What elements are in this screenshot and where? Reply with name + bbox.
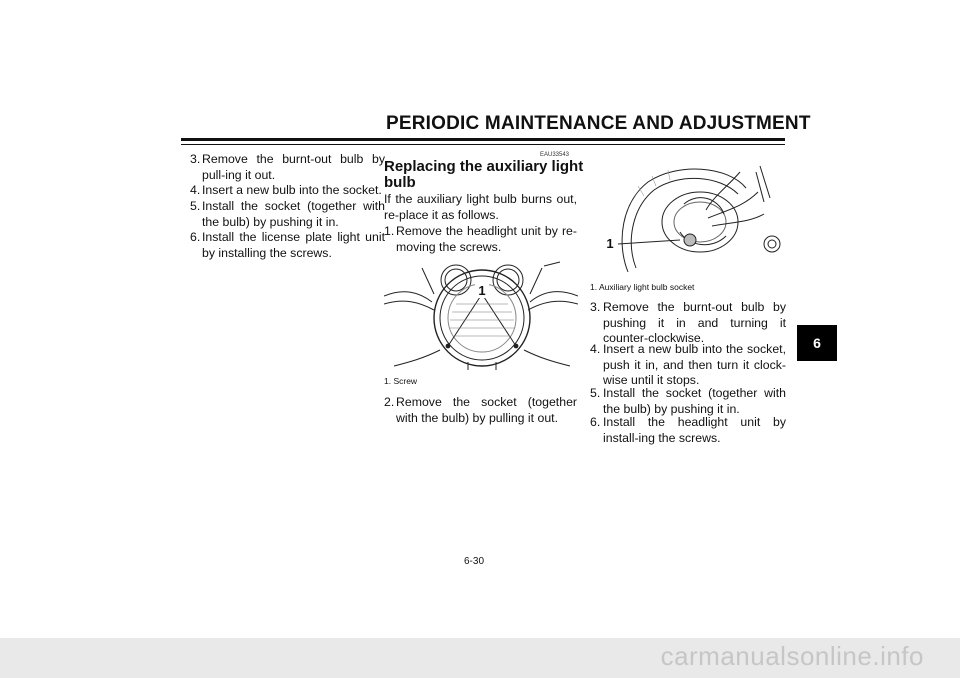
- step-text: Remove the burnt-out bulb by pull-ing it out.: [202, 152, 385, 182]
- list-item: [384, 224, 577, 255]
- step-number: 3.: [590, 300, 601, 314]
- figure-caption: 1. Auxiliary light bulb socket: [590, 282, 695, 292]
- list-item: [590, 415, 786, 446]
- intro-paragraph: If the auxiliary light bulb burns out, re-place it as follows.: [384, 192, 577, 222]
- headlight-screw-illustration: [384, 258, 578, 370]
- list-item: [190, 183, 385, 199]
- page-number: 6-30: [464, 556, 485, 567]
- step-text: Install the headlight unit by install-ing the screws.: [603, 415, 786, 445]
- list-item: [190, 230, 385, 261]
- step-number: 5.: [190, 199, 201, 213]
- header-rule: [181, 138, 785, 141]
- step-text: Install the license plate light unit by installing the screws.: [202, 230, 385, 260]
- step-number: 4.: [190, 183, 201, 197]
- step-text: Insert a new bulb into the socket.: [202, 183, 382, 197]
- page-title: PERIODIC MAINTENANCE AND ADJUSTMENT: [386, 113, 811, 134]
- step-number: 4.: [590, 342, 601, 356]
- list-item: [590, 342, 786, 389]
- step-text: Install the socket (together with the bulb) by pushing it in.: [202, 199, 385, 229]
- list-item: [590, 300, 786, 347]
- step-text: Insert a new bulb into the socket, push it in, and then turn it clock-wise until it stops.: [603, 342, 786, 388]
- chapter-tab: 6: [797, 325, 837, 361]
- list-item: [384, 395, 577, 426]
- list-item: [190, 199, 385, 230]
- header-rule-thin: [181, 144, 785, 145]
- step-text: Remove the burnt-out bulb by pushing it in and turning it counter-clockwise.: [603, 300, 786, 346]
- list-item: [590, 386, 786, 417]
- list-item: [190, 152, 385, 183]
- figure-callout: 1: [606, 236, 614, 251]
- step-text: Remove the headlight unit by re-moving the screws.: [396, 224, 577, 254]
- step-number: 6.: [590, 415, 601, 429]
- step-text: Remove the socket (together with the bulb) by pulling it out.: [396, 395, 577, 425]
- section-title: Replacing the auxiliary light bulb: [384, 158, 584, 191]
- figure-caption: 1. Screw: [384, 376, 418, 386]
- step-number: 1.: [384, 224, 395, 238]
- step-text: Install the socket (together with the bulb) by pushing it in.: [603, 386, 786, 416]
- section-code: EAU33543: [540, 152, 570, 158]
- step-number: 5.: [590, 386, 601, 400]
- auxiliary-socket-illustration: [588, 162, 786, 276]
- watermark: carmanualsonline.info: [660, 641, 924, 671]
- step-number: 6.: [190, 230, 201, 244]
- step-number: 2.: [384, 395, 395, 409]
- figure-callout: 1: [478, 283, 486, 298]
- step-number: 3.: [190, 152, 201, 166]
